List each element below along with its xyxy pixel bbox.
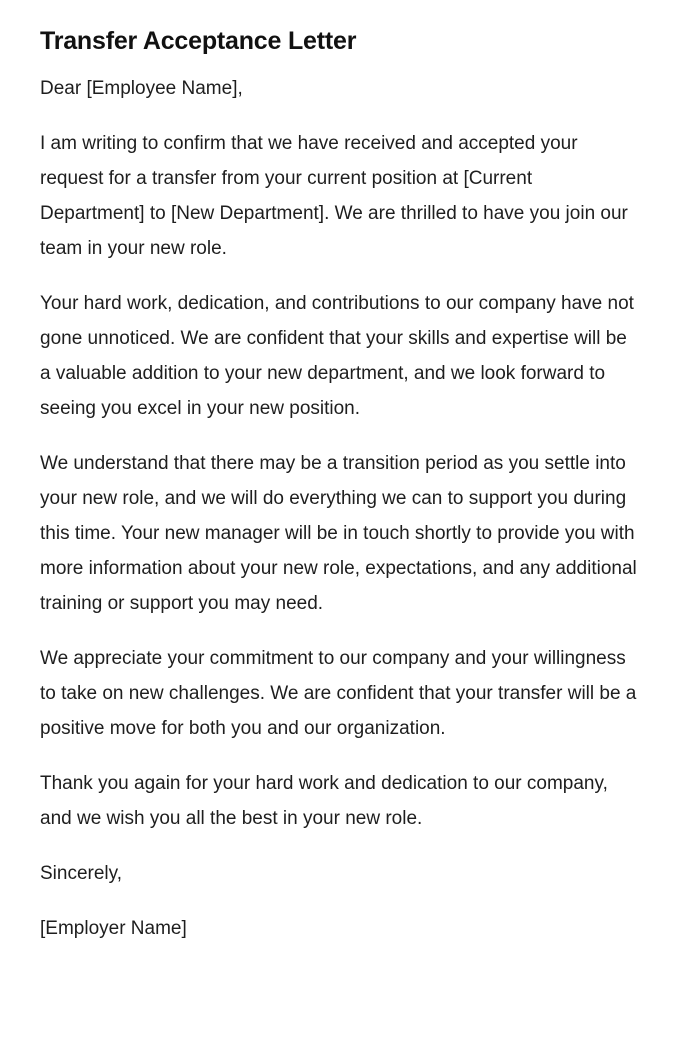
letter-paragraph-appreciation: Your hard work, dedication, and contributions to our company have not gone unnoticed. We are confident that your skills and expertise will be a valuable addition to your new department, and we look forward to seeing you excel in your new position.	[40, 293, 634, 419]
letter-document	[40, 26, 640, 966]
letter-title: Transfer Acceptance Letter	[40, 27, 357, 55]
letter-closing: Sincerely,	[40, 863, 123, 884]
letter-greeting: Dear [Employee Name],	[40, 78, 243, 99]
letter-paragraph-commitment: We appreciate your commitment to our company and your willingness to take on new challenges. We are confident that your transfer will be a positive move for both you and our organization.	[40, 648, 637, 739]
letter-paragraph-thanks: Thank you again for your hard work and dedication to our company, and we wish you all the best in your new role.	[40, 773, 608, 829]
letter-paragraph-confirmation: I am writing to confirm that we have received and accepted your request for a transfer from your current position at [Current Department] to [New Department]. We are thrilled to have you join our team in your new role.	[40, 133, 628, 259]
letter-signature: [Employer Name]	[40, 918, 187, 939]
letter-paragraph-transition: We understand that there may be a transition period as you settle into your new role, and we will do everything we can to support you during this time. Your new manager will be in touch shortly to provide you with more information about your new role, expectations, and any additional training or support you may need.	[40, 453, 637, 614]
